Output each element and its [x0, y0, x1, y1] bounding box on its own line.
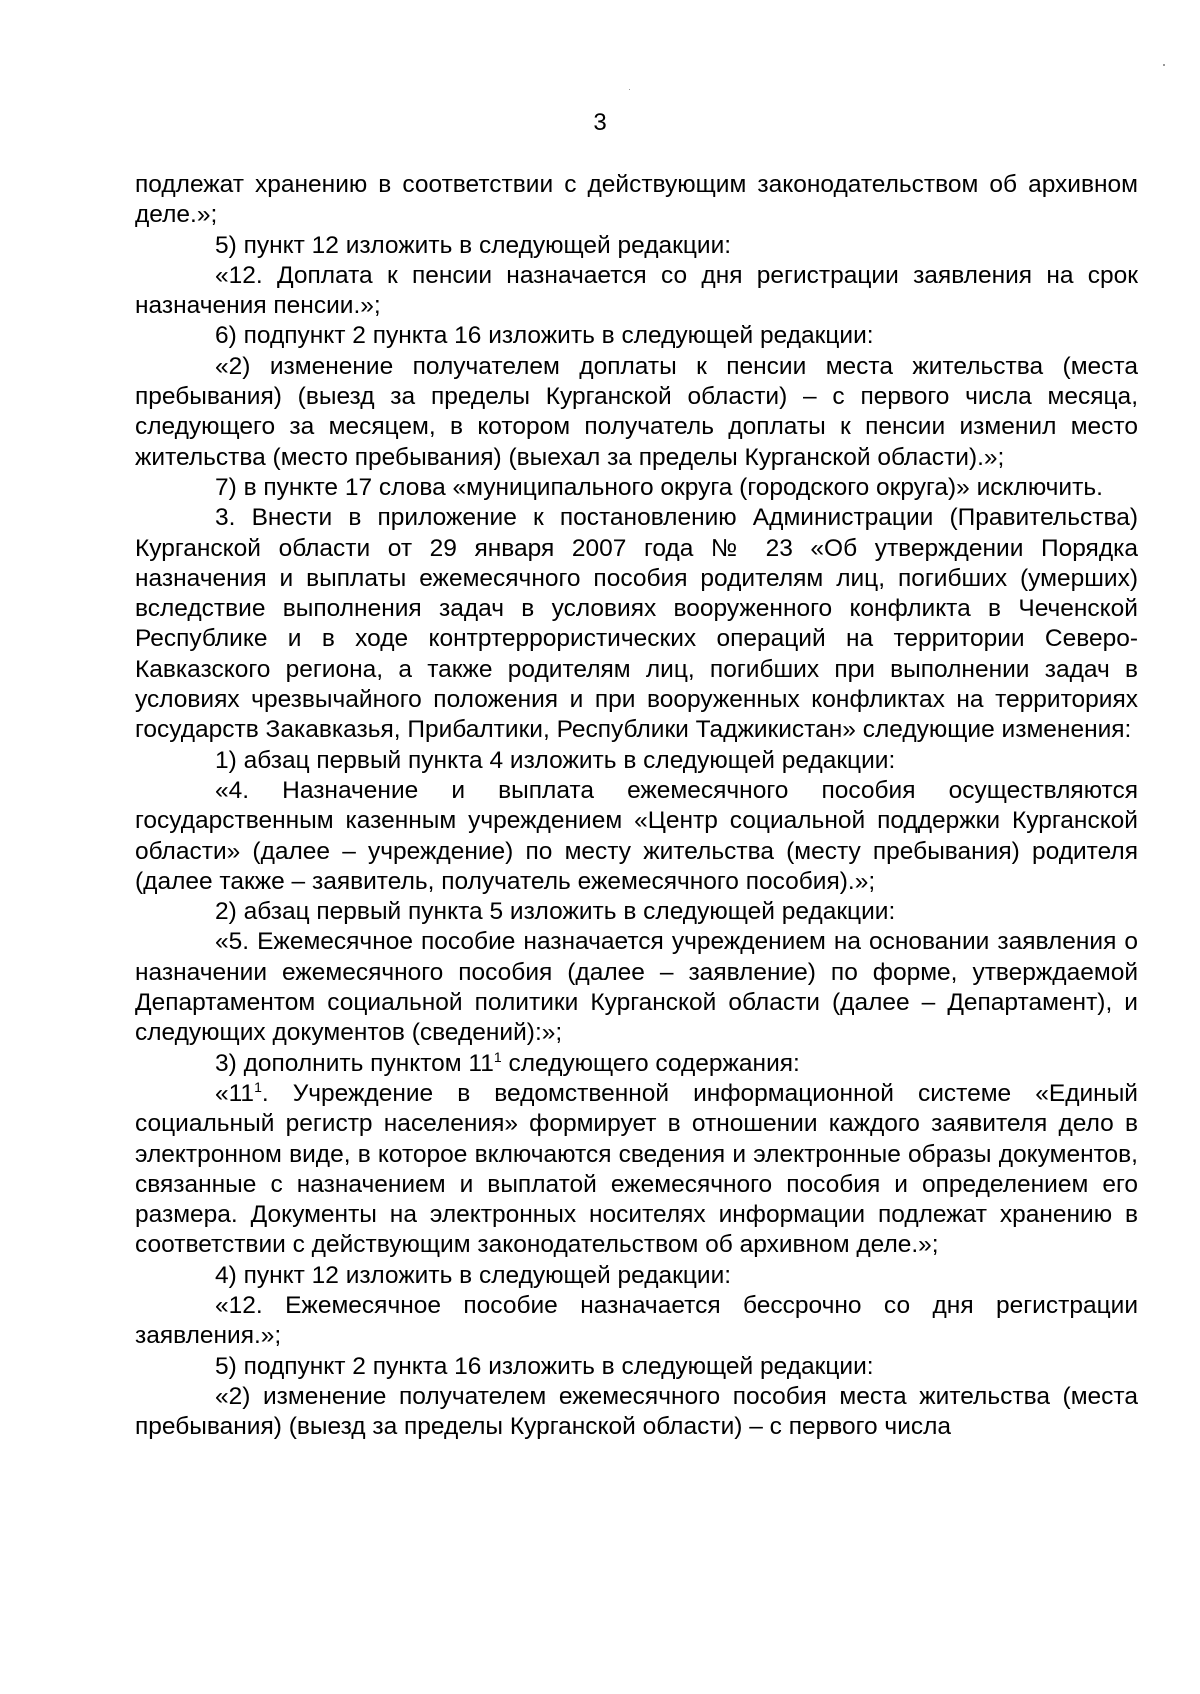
paragraph: «12. Доплата к пенсии назначается со дня регистрации заявления на срок назначения пенсии.»; [135, 261, 1138, 320]
paragraph-text: «11 [215, 1079, 255, 1107]
scan-speck [1163, 64, 1165, 66]
paragraph-text: 3) дополнить пунктом 11 [215, 1049, 494, 1077]
paragraph: «2) изменение получателем ежемесячного пособия места жительства (места пребывания) (выезд за пределы Курганской области) – с первого числа [135, 1382, 1138, 1441]
paragraph: «4. Назначение и выплата ежемесячного пособия осуществляются государственным казенным учреждением «Центр социальной поддержки Курганской области» (далее – учреждение) по месту жительства (месту пребывания) родителя (далее также – заявитель, получатель ежемесячного пособия).»; [135, 776, 1138, 895]
paragraph: 4) пункт 12 изложить в следующей редакции: [215, 1261, 732, 1289]
paragraph: 2) абзац первый пункта 5 изложить в следующей редакции: [215, 898, 896, 926]
paragraph: 1) абзац первый пункта 4 изложить в следующей редакции: [215, 746, 896, 774]
paragraph [135, 1079, 1138, 1261]
paragraph [135, 1049, 1138, 1079]
document-body [135, 170, 1138, 1442]
page-number: 3 [593, 109, 607, 136]
superscript: 1 [254, 1078, 262, 1095]
paragraph: 5) пункт 12 изложить в следующей редакции: [215, 231, 732, 259]
paragraph: «5. Ежемесячное пособие назначается учреждением на основании заявления о назначении ежемесячного пособия (далее – заявление) по форме, утверждаемой Департаментом социальной политики Курганской области (далее – Департамент), и следующих документов (сведений):»; [135, 928, 1138, 1047]
paragraph-text: . Учреждение в ведомственной информационной системе «Единый социальный регистр населения» формирует в отношении каждого заявителя дело в электронном виде, в которое включаются сведения и электронные образы документов, связанные с назначением и выплатой ежемесячного пособия и определением его размера. Документы на электронных носителях информации подлежат хранению в соответствии с действующим законодательством об архивном деле.»; [135, 1079, 1138, 1259]
paragraph: 5) подпункт 2 пункта 16 изложить в следующей редакции: [215, 1352, 874, 1380]
scan-speck [629, 89, 630, 90]
paragraph-text: следующего содержания: [501, 1049, 800, 1077]
paragraph: 7) в пункте 17 слова «муниципального округа (городского округа)» исключить. [215, 473, 1103, 501]
paragraph: подлежат хранению в соответствии с действующим законодательством об архивном деле.»; [135, 171, 1138, 229]
paragraph: «2) изменение получателем доплаты к пенсии места жительства (места пребывания) (выезд за пределы Курганской области) – с первого числа месяца, следующего за месяцем, в котором получатель доплаты к пенсии изменил место жительства (место пребывания) (выехал за пределы Курганской области).»; [135, 352, 1138, 471]
superscript: 1 [493, 1048, 502, 1065]
paragraph: 6) подпункт 2 пункта 16 изложить в следующей редакции: [215, 322, 874, 350]
paragraph: 3. Внести в приложение к постановлению Администрации (Правительства) Курганской области от 29 января 2007 года № 23 «Об утверждении Порядка назначения и выплаты ежемесячного пособия родителям лиц, погибших (умерших) вследствие выполнения задач в условиях вооруженного конфликта в Чеченской Республике и в ходе контртеррористических операций на территории Северо-Кавказского региона, а также родителям лиц, погибших при выполнении задач в условиях чрезвычайного положения и при вооруженных конфликтах на территориях государств Закавказья, Прибалтики, Республики Таджикистан» следующие изменения: [135, 504, 1138, 744]
paragraph: «12. Ежемесячное пособие назначается бессрочно со дня регистрации заявления.»; [135, 1291, 1138, 1350]
